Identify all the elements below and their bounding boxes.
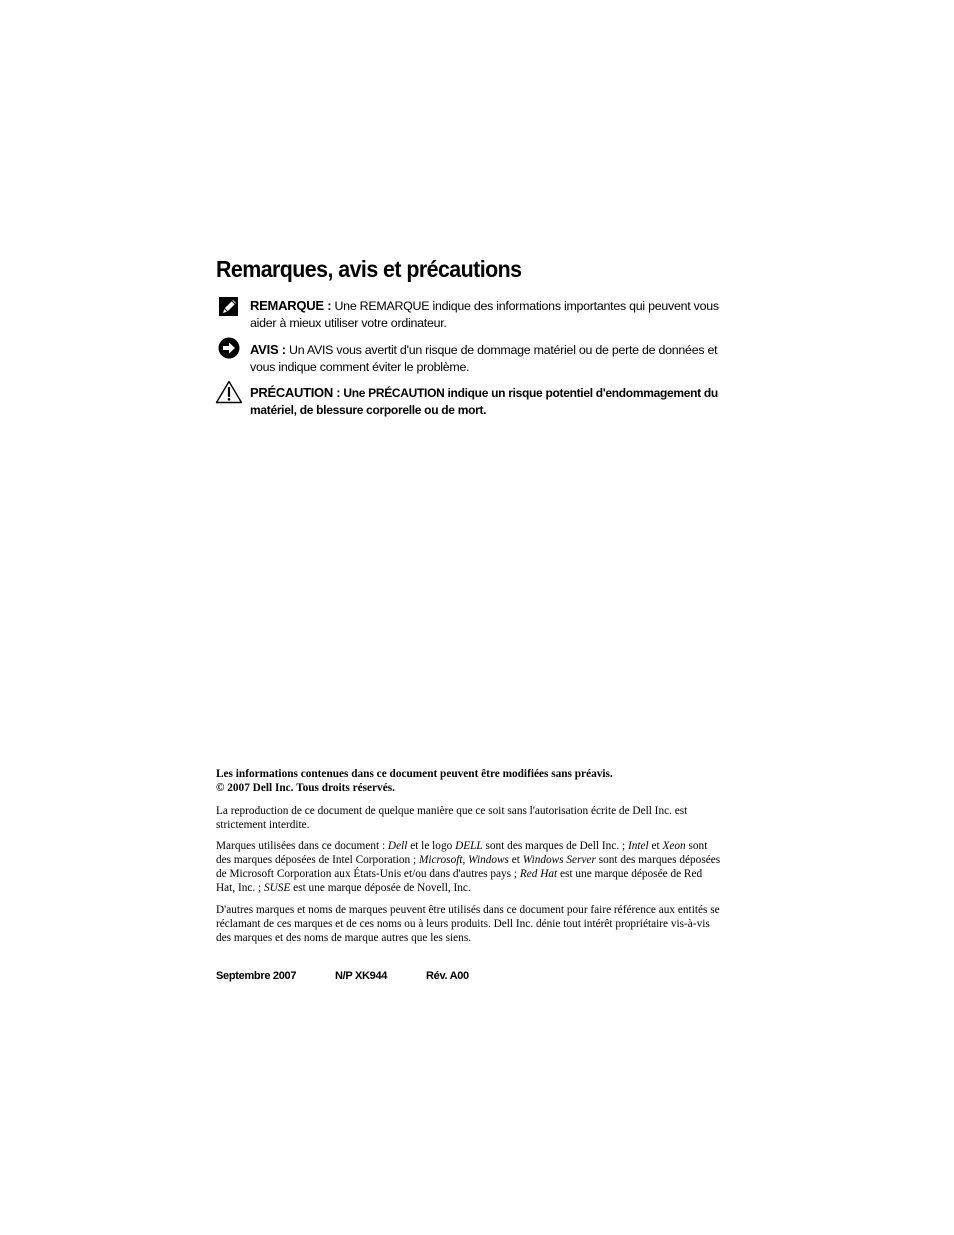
tm-brand: Intel [627, 840, 649, 852]
notice-label: REMARQUE : [250, 298, 332, 313]
notice-arrow-icon [218, 337, 240, 364]
tm-text: est une marque déposée de Red Hat, Inc. ; [216, 868, 703, 894]
tm-brand: Windows Server [522, 854, 596, 866]
other-marks-notice [216, 903, 721, 945]
tm-text: sont des marques de Dell Inc. ; [482, 840, 628, 852]
tm-text: Marques utilisées dans ce document : [216, 840, 388, 852]
revision: Rév. A00 [426, 970, 469, 982]
note-pencil-icon [218, 296, 240, 322]
tm-text: et [508, 854, 523, 866]
tm-brand: SUSE [264, 882, 291, 894]
tm-text: , [462, 854, 469, 866]
notice-label: AVIS : [250, 342, 286, 357]
tm-brand: Dell [387, 840, 408, 852]
tm-brand: DELL [455, 840, 483, 852]
reproduction-text: La reproduction de ce document de quelque manière que ce soit sans l'autorisation écrite de Dell Inc. est strictement interdite. [216, 805, 688, 831]
tm-text: et [648, 840, 663, 852]
reproduction-notice [216, 804, 721, 832]
tm-text: est une marque déposée de Novell, Inc. [290, 882, 471, 894]
tm-brand: Red Hat [519, 868, 558, 880]
tm-brand: Windows [468, 854, 509, 866]
note-avis [250, 341, 725, 376]
tm-text: sont des marques déposées de Microsoft Corporation aux États-Unis et/ou dans d'autres pays ; [216, 854, 721, 880]
notice-label: PRÉCAUTION : [250, 385, 341, 400]
note-remarque [250, 297, 725, 332]
part-number: N/P XK944 [335, 970, 388, 982]
trademarks-text [216, 839, 721, 895]
publication-date: Septembre 2007 [216, 970, 297, 982]
legal-change-notice: Les informations contenues dans ce document peuvent être modifiées sans préavis. [216, 768, 613, 780]
other-marks-text: D'autres marques et noms de marques peuvent être utilisés dans ce document pour faire référence aux entités se réclamant de ces marques et de ces noms ou à leurs produits. Dell Inc. dénie tout intérêt propriétaire vis-à-vis des marques et des noms de marque autres que les siens. [216, 904, 720, 944]
page-title: Remarques, avis et précautions [216, 256, 522, 282]
legal-notice [216, 767, 721, 795]
note-precaution [250, 384, 725, 419]
notice-text: Une REMARQUE indique des informations importantes qui peuvent vous aider à mieux utiliser votre ordinateur. [250, 299, 719, 330]
tm-brand: Microsoft [418, 854, 463, 866]
notice-text: Une PRÉCAUTION indique un risque potentiel d'endommagement du matériel, de blessure corporelle ou de mort. [250, 386, 718, 417]
copyright-line: © 2007 Dell Inc. Tous droits réservés. [216, 782, 395, 794]
tm-text: et le logo [407, 840, 456, 852]
tm-brand: Xeon [662, 840, 686, 852]
trademarks-notice [216, 839, 721, 895]
notice-text: Un AVIS vous avertit d'un risque de dommage matériel ou de perte de données et vous indique comment éviter le problème. [250, 343, 718, 374]
tm-text: sont des marques déposées de Intel Corporation ; [216, 840, 708, 866]
caution-triangle-icon [215, 380, 243, 409]
